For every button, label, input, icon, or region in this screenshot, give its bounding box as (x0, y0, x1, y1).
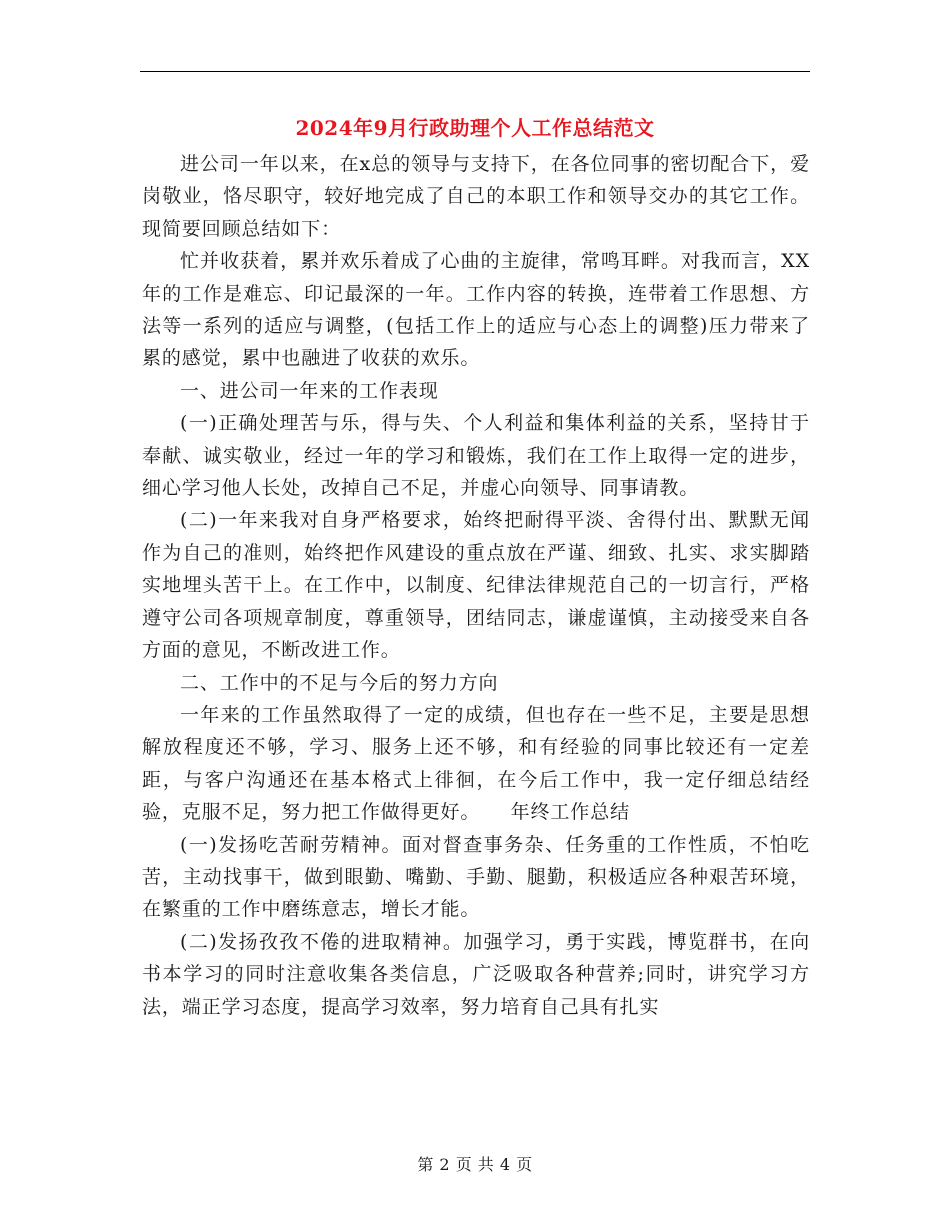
paragraph-performance-1: (一)正确处理苦与乐，得与失、个人利益和集体利益的关系，坚持甘于奉献、诚实敬业，经过一年的学习和锻炼，我们在工作上取得一定的进步，细心学习他人长处，改掉自己不足，并虚心向领导、同事请教。 (142, 412, 810, 500)
document-title: 2024年9月行政助理个人工作总结范文 (295, 116, 655, 140)
paragraph-direction-1: (一)发扬吃苦耐劳精神。面对督查事务杂、任务重的工作性质，不怕吃苦，主动找事干，做到眼勤、嘴勤、手勤、腿勤，积极适应各种艰苦环境，在繁重的工作中磨练意志，增长才能。 (142, 833, 810, 921)
paragraph-direction-2: (二)发扬孜孜不倦的进取精神。加强学习，勇于实践，博览群书，在向书本学习的同时注意收集各类信息，广泛吸取各种营养;同时，讲究学习方法，端正学习态度，提高学习效率，努力培育自己具有扎实 (142, 930, 810, 1018)
paragraph-reflection: 忙并收获着，累并欢乐着成了心曲的主旋律，常鸣耳畔。对我而言，XX年的工作是难忘、印记最深的一年。工作内容的转换，连带着工作思想、方法等一系列的适应与调整，(包括工作上的适应与心态上的调整)压力带来了累的感觉，累中也融进了收获的欢乐。 (142, 250, 810, 370)
paragraph-intro: 进公司一年以来，在x总的领导与支持下，在各位同事的密切配合下，爱岗敬业，恪尽职守，较好地完成了自己的本职工作和领导交办的其它工作。现简要回顾总结如下： (142, 153, 810, 240)
section-heading-performance: 一、进公司一年来的工作表现 (180, 379, 439, 402)
document-body (142, 148, 810, 1023)
section-heading-shortcomings: 二、工作中的不足与今后的努力方向 (180, 671, 499, 694)
paragraph-shortcomings: 一年来的工作虽然取得了一定的成绩，但也存在一些不足，主要是思想解放程度还不够，学习、服务上还不够，和有经验的同事比较还有一定差距，与客户沟通还在基本格式上徘徊，在今后工作中，我一定仔细总结经验，克服不足，努力把工作做得更好。 年终工作总结 (142, 703, 810, 824)
paragraph-performance-2: (二)一年来我对自身严格要求，始终把耐得平淡、舍得付出、默默无闻作为自己的准则，始终把作风建设的重点放在严谨、细致、扎实、求实脚踏实地埋头苦干上。在工作中，以制度、纪律法律规范自己的一切言行，严格遵守公司各项规章制度，尊重领导，团结同志，谦虚谨慎，主动接受来自各 方面的意见，不断改进工作。 (142, 509, 810, 662)
page-number: 第 2 页 共 4 页 (417, 1155, 533, 1174)
header-rule (140, 71, 810, 72)
